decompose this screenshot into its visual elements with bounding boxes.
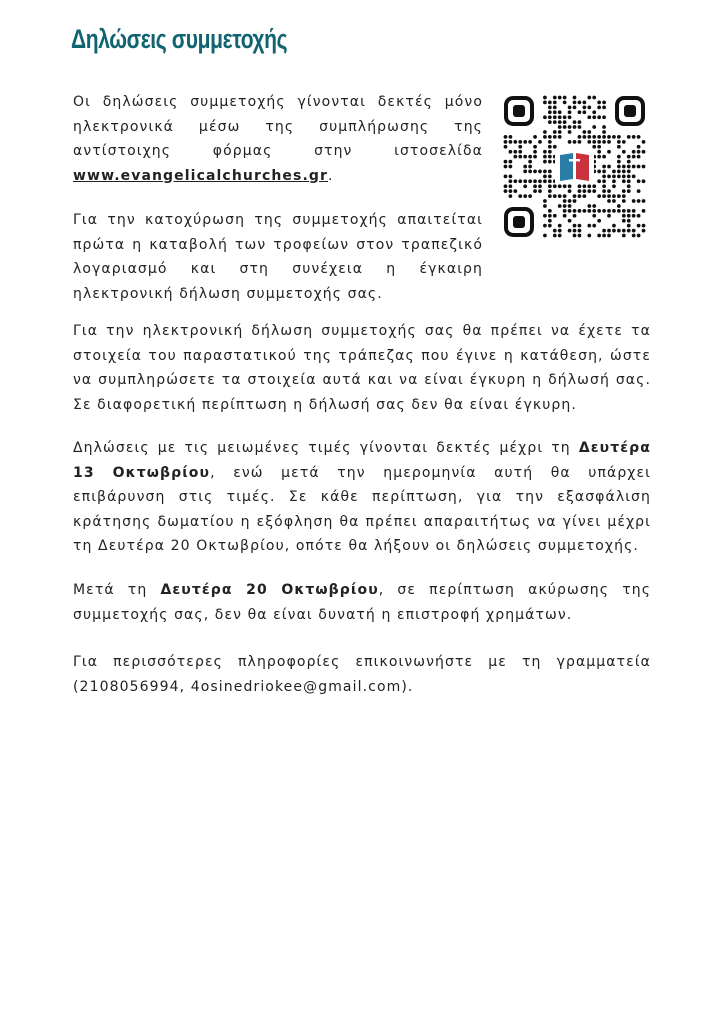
deadline-date: Δευτέρα 13 Οκτωβρίου: [73, 440, 651, 481]
deadline-paragraph: [73, 436, 651, 559]
website-link[interactable]: www.evangelicalchurches.gr: [73, 167, 328, 184]
contact-paragraph: Για περισσότερες πληροφορίες επικοινωνήστε με τη γραμματεία (2108056994, 4osinedriokee@gmail.com).: [73, 654, 651, 695]
refund-date: Δευτέρα 20 Οκτωβρίου: [160, 582, 379, 598]
deadline-text-end: , ενώ μετά την ημερομηνία αυτή θα υπάρχει επιβάρυνση στις τιμές. Σε κάθε περίπτωση, για την εξασφάλιση κράτησης δωματίου η εξόφληση θα πρέπει απαραιτήτως να γίνει μέχρι τη Δευτέρα 20 Οκτωβρίου, οπότε θα λήξουν οι δηλώσεις συμμετοχής.: [73, 464, 652, 554]
intro-text: Οι δηλώσεις συμμετοχής γίνονται δεκτές μόνο ηλεκτρονικά μέσω της συμπλήρωσης της αντίστοιχης φόρμας στην ιστοσελίδα: [73, 94, 483, 159]
refund-text-end: , σε περίπτωση ακύρωσης της συμμετοχής σας, δεν θα είναι δυνατή η επιστροφή χρημάτων.: [73, 582, 652, 623]
refund-paragraph: [73, 578, 651, 627]
open-book-cross-icon: [560, 152, 589, 181]
refund-text-start: Μετά τη: [73, 582, 161, 598]
page-title: Δηλώσεις συμμετοχής: [71, 24, 288, 54]
intro-paragraph: [73, 90, 483, 188]
intro-end: .: [328, 167, 334, 184]
qr-code-icon[interactable]: [503, 95, 646, 238]
confirmation-paragraph: Για την κατοχύρωση της συμμετοχής απαιτείται πρώτα η καταβολή των τροφείων στον τραπεζικό λογαριασμό και στη συνέχεια η έγκαιρη ηλεκτρονική δήλωση συμμετοχής σας.: [73, 212, 483, 302]
receipt-paragraph: Για την ηλεκτρονική δήλωση συμμετοχής σας θα πρέπει να έχετε τα στοιχεία του παραστατικού της τράπεζας που έγινε η κατάθεση, ώστε να συμπληρώσετε τα στοιχεία αυτά και να είναι έγκυρη η δήλωσή σας. Σε διαφορετική περίπτωση η δήλωσή σας δεν θα είναι έγκυρη.: [73, 323, 651, 413]
deadline-text-start: Δηλώσεις με τις μειωμένες τιμές γίνονται δεκτές μέχρι τη: [73, 440, 579, 456]
